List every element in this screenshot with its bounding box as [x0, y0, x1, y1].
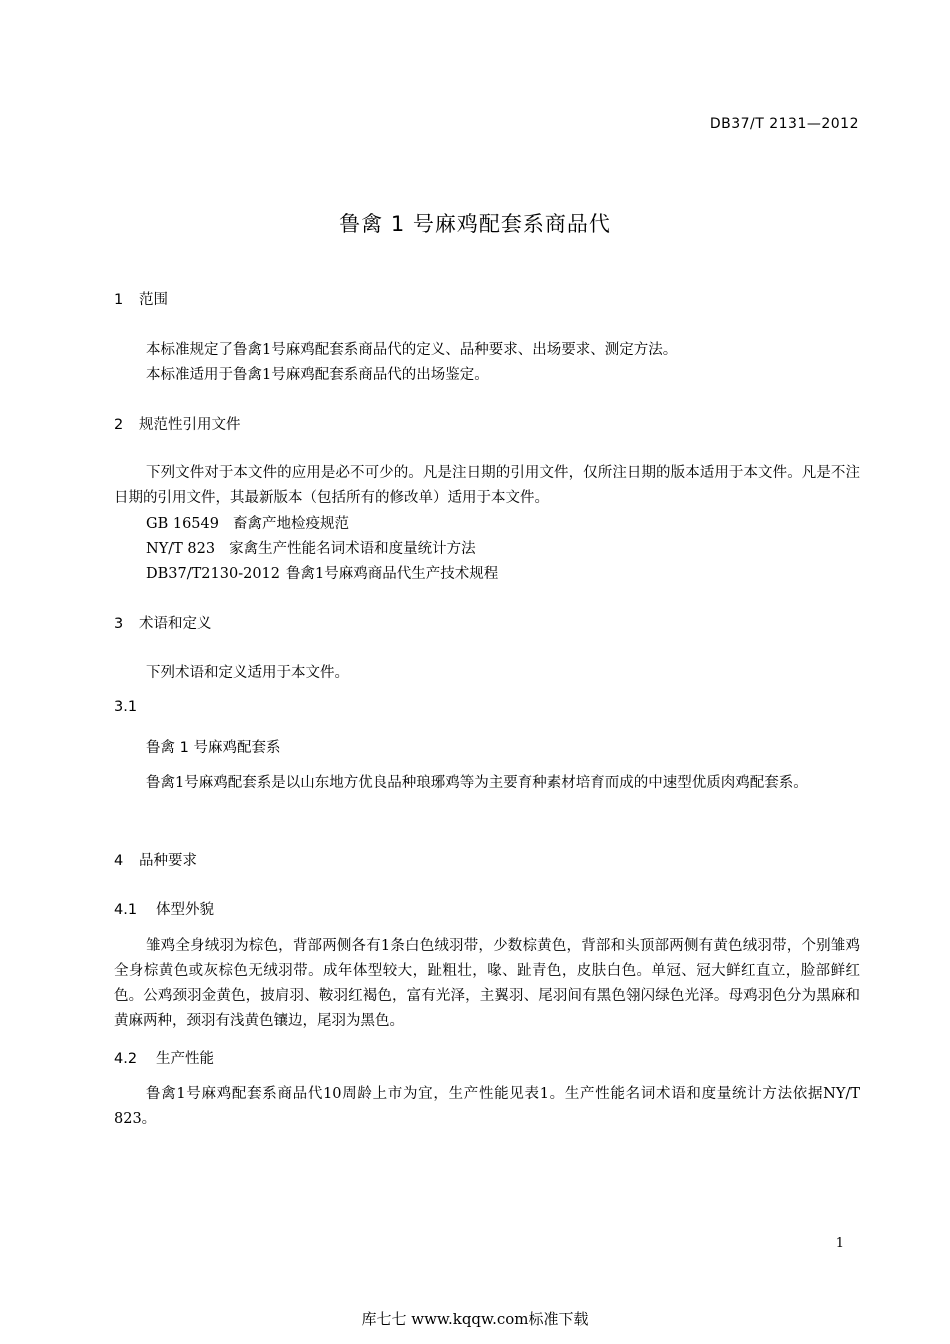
paragraph: 本标准适用于鲁禽1号麻鸡配套系商品代的出场鉴定。 [146, 367, 489, 383]
standard-code: DB37/T 2131—2012 [709, 116, 859, 132]
reference-name: 畜禽产地检疫规范 [232, 516, 349, 532]
section-title: 规范性引用文件 [139, 417, 241, 433]
subsection-number: 4.1 [114, 902, 138, 918]
reference-code: GB 16549 [146, 516, 219, 532]
paragraph: 雏鸡全身绒羽为棕色，背部两侧各有1条白色绒羽带，少数棕黄色，背部和头顶部两侧有黄色绒羽带，个别雏鸡全身棕黄色或灰棕色无绒羽带。成年体型较大，趾粗壮，喙、趾青色，皮肤白色。单冠、冠大鲜红直立，脸部鲜红色。公鸡颈羽金黄色，披肩羽、鞍羽红褐色，富有光泽，主翼羽、尾羽间有黑色翎闪绿色光泽。母鸡羽色分为黑麻和黄麻两种，颈羽有浅黄色镶边，尾羽为黑色。 [114, 938, 860, 1029]
section-title: 术语和定义 [139, 616, 212, 632]
paragraph: 下列文件对于本文件的应用是必不可少的。凡是注日期的引用文件，仅所注日期的版本适用于本文件。凡是不注日期的引用文件，其最新版本（包括所有的修改单）适用于本文件。 [114, 465, 860, 506]
reference-name: 鲁禽1号麻鸡商品代生产技术规程 [286, 566, 499, 582]
section-title: 范围 [139, 292, 168, 308]
subsection-title: 体型外貌 [156, 902, 214, 918]
section-2-heading [114, 413, 241, 434]
subsection-4-2-heading [114, 1047, 214, 1068]
paragraph: 本标准规定了鲁禽1号麻鸡配套系商品代的定义、品种要求、出场要求、测定方法。 [146, 342, 678, 358]
term-definition: 鲁禽1号麻鸡配套系是以山东地方优良品种琅琊鸡等为主要育种素材培育而成的中速型优质肉鸡配套系。 [146, 775, 808, 791]
subsection-number: 4.2 [114, 1051, 138, 1067]
term-heading: 鲁禽 1 号麻鸡配套系 [146, 740, 281, 756]
reference-code: DB37/T2130-2012 [146, 566, 280, 582]
document-title: 鲁禽 1 号麻鸡配套系商品代 [339, 212, 611, 236]
reference-code: NY/T 823 [146, 541, 216, 557]
paragraph: 鲁禽1号麻鸡配套系商品代10周龄上市为宜，生产性能见表1。生产性能名词术语和度量统计方法依据NY/T 823。 [114, 1086, 860, 1127]
page-number: 1 [835, 1236, 844, 1251]
subsection-title: 生产性能 [156, 1051, 214, 1067]
reference-name: 家禽生产性能名词术语和度量统计方法 [229, 541, 476, 557]
section-4-heading [114, 849, 197, 870]
reference-item [146, 537, 476, 558]
section-number: 4 [114, 853, 124, 869]
section-1-heading [114, 288, 168, 309]
paragraph: 下列术语和定义适用于本文件。 [146, 665, 349, 681]
subsection-4-1-heading [114, 898, 214, 919]
section-title: 品种要求 [139, 853, 197, 869]
section-number: 2 [114, 417, 124, 433]
section-number: 3 [114, 616, 124, 632]
section-3-heading [114, 612, 212, 633]
section-number: 1 [114, 292, 124, 308]
subsection-number: 3.1 [114, 699, 138, 715]
reference-item [146, 512, 349, 533]
footer-watermark: 库七七 www.kqqw.com标准下载 [361, 1310, 589, 1328]
reference-item [146, 562, 498, 583]
